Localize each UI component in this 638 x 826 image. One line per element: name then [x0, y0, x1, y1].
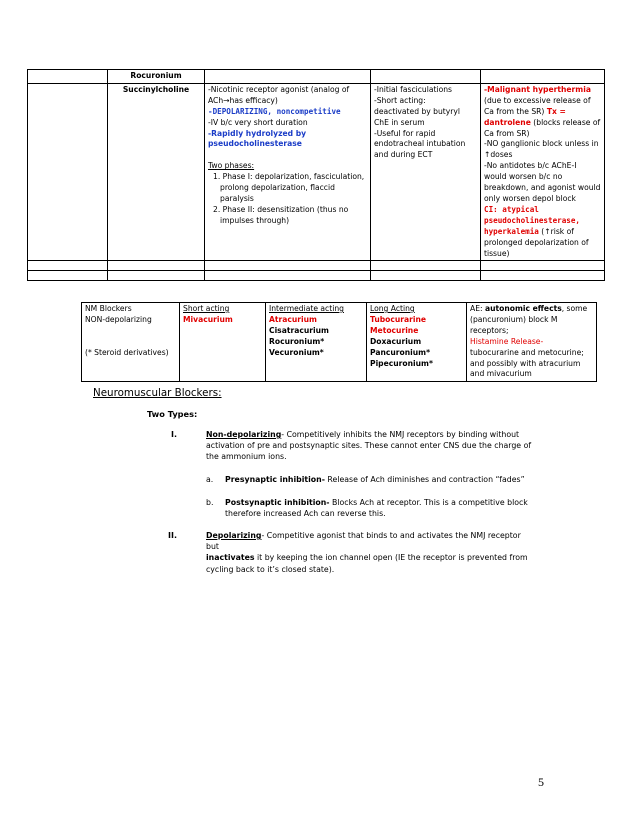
- intermediate-acting-cell: Intermediate acting Atracurium Cisatracurium Rocuronium* Vecuronium*: [266, 303, 367, 382]
- adverse-effects-cell: AE: autonomic effects, some (pancuronium) block M receptors; Histamine Release- tubocurarine and metocurine; and possibly with atracurium and mivacurium: [467, 303, 597, 382]
- b-number: b.: [206, 498, 214, 507]
- long-acting-cell: Long Acting Tubocurarine Metocurine Doxacurium Pancuronium* Pipecuronium*: [367, 303, 467, 382]
- nm-blockers-table: [81, 302, 597, 382]
- a-number: a.: [206, 475, 214, 484]
- presynaptic-text: Presynaptic inhibition- Release of Ach diminishes and contraction “fades”: [225, 475, 525, 484]
- malignant-hyperthermia: -Malignant hyperthermia: [484, 84, 591, 94]
- type-ii-number: II.: [168, 531, 177, 540]
- two-phases-title: Two phases:: [208, 161, 255, 171]
- depolarizing-label: -DEPOLARIZING, noncompetitive: [208, 106, 341, 116]
- two-types-label: Two Types:: [147, 409, 198, 419]
- mechanism-cell: -Nicotinic receptor agonist (analog of ACh→has efficacy) -DEPOLARIZING, noncompetitive -IV b/c very short duration -Rapidly hydrolyzed by pseudocholinesterase Two phases: 1. Phase I: depolarization, fasciculation, prolong depolarization, flaccid paralysis 2. Phase II: desensitization (thus no impulses through): [205, 83, 371, 261]
- type-i-text: Non-depolarizing- Competitively inhibits the NMJ receptors by binding without activation of pre and postsynaptic sites. These cannot enter CNS due the charge of the ammonium ions.: [206, 430, 532, 462]
- classification-cell: NM Blockers NON-depolarizing (* Steroid derivatives): [82, 303, 180, 382]
- drug-succinylcholine: Succinylcholine: [108, 83, 205, 261]
- effects-cell: -Initial fasciculations -Short acting: deactivated by butyryl ChE in serum -Useful for rapid endotracheal intubation and during ECT: [371, 83, 481, 261]
- section-heading: Neuromuscular Blockers:: [93, 387, 222, 399]
- drug-rocuronium: Rocuronium: [108, 70, 205, 84]
- treatment-dantrolene: Tx = dantrolene: [484, 106, 566, 127]
- type-i-number: I.: [171, 430, 178, 439]
- short-acting-cell: Short acting Mivacurium: [180, 303, 266, 382]
- contraindications: CI: atypical pseudocholinesterase, hyperkalemia: [484, 204, 581, 236]
- type-ii-text: Depolarizing- Competitive agonist that binds to and activates the NMJ receptor but inactivates it by keeping the ion channel open (IE the receptor is prevented from cycling back to it’s closed state).: [206, 531, 528, 574]
- phase-2: 2. Phase II: desensitization (thus no impulses through): [213, 204, 349, 225]
- adverse-cell: -Malignant hyperthermia (due to excessive release of Ca from the SR) Tx = dantrolene (blocks release of Ca from SR) -NO ganglionic block unless in ↑doses -No antidotes b/c AChE-I would worsen b/c no breakdown, and agonist would only worsen depol block CI: atypical pseudocholinesterase, hyperkalemia (↑risk of prolonged depolarization of tissue): [481, 83, 605, 261]
- succinylcholine-table: [27, 69, 605, 281]
- histamine-release: Histamine Release-: [470, 336, 544, 346]
- postsynaptic-text: Postsynaptic inhibition- Blocks Ach at receptor. This is a competitive block therefore increased Ach can reverse this.: [225, 498, 528, 519]
- phase-1: 1. Phase I: depolarization, fasciculation, prolong depolarization, flaccid paralysis: [213, 172, 365, 204]
- page-number: 5: [538, 775, 544, 789]
